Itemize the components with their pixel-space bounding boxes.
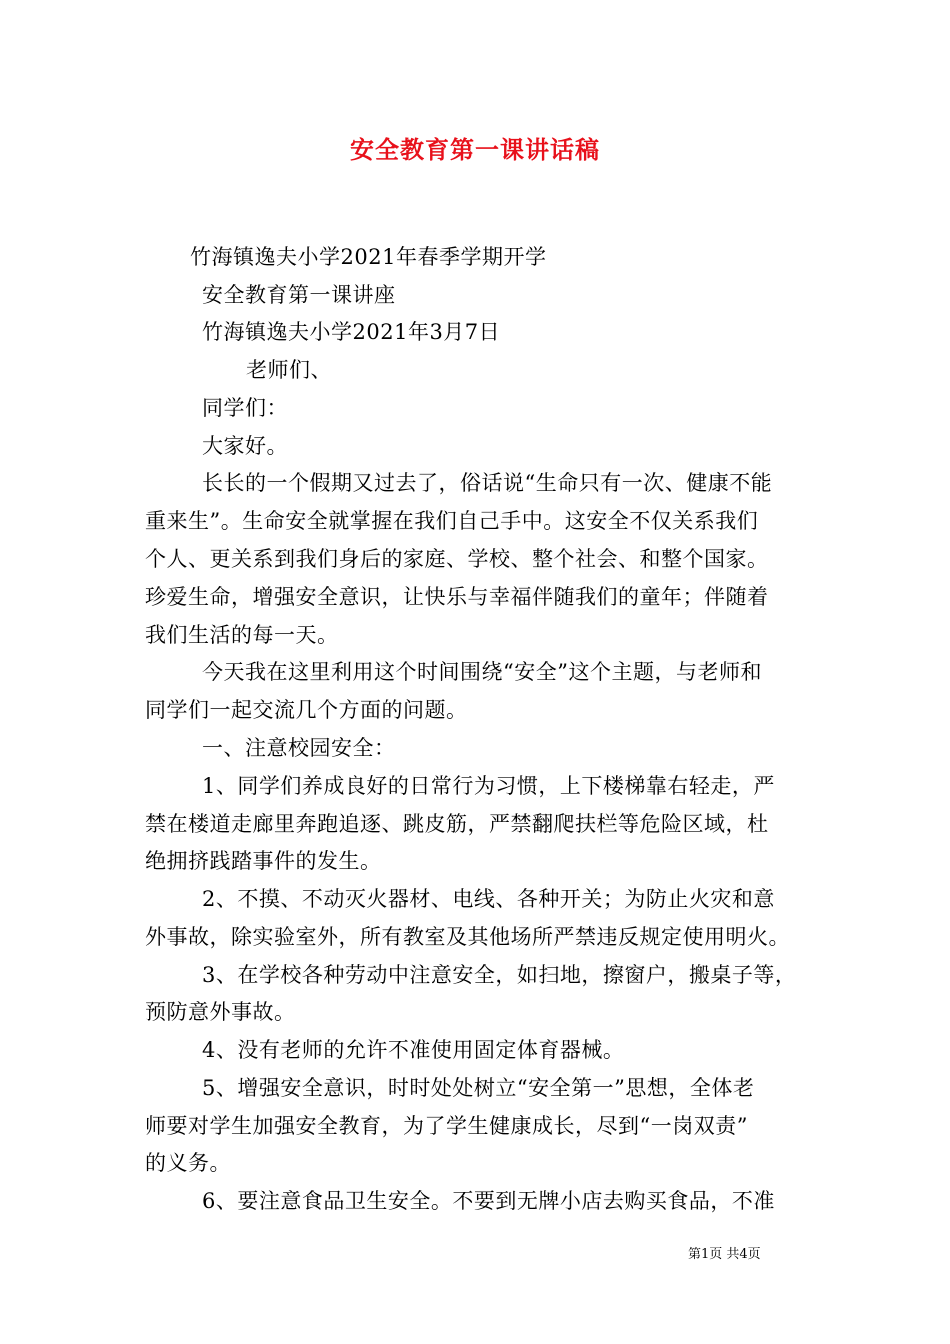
greeting-students: 同学们： (202, 396, 288, 420)
paragraph-line: 同学们一起交流几个方面的问题。 (145, 698, 468, 722)
item-line: 师要对学生加强安全教育，为了学生健康成长，尽到“一岗双责” (145, 1114, 748, 1138)
page-number: 第1页 共4页 (688, 1247, 761, 1262)
item-line: 6、要注意食品卫生安全。不要到无牌小店去购买食品，不准 (202, 1189, 775, 1213)
paragraph-line: 个人、更关系到我们身后的家庭、学校、整个社会、和整个国家。 (145, 547, 769, 571)
item-line: 绝拥挤践踏事件的发生。 (145, 849, 382, 873)
item-line: 5、增强安全意识，时时处处树立“安全第一”思想，全体老 (202, 1076, 755, 1100)
paragraph-line: 长长的一个假期又过去了，俗话说“生命只有一次、健康不能 (202, 471, 773, 495)
paragraph-line: 重来生”。生命安全就掌握在我们自己手中。这安全不仅关系我们 (145, 509, 759, 533)
item-line: 预防意外事故。 (145, 1000, 296, 1024)
greeting-hello: 大家好。 (202, 434, 288, 458)
header-line-date: 竹海镇逸夫小学2021年3月7日 (202, 320, 501, 344)
item-line: 外事故，除实验室外，所有教室及其他场所严禁违反规定使用明火。 (145, 925, 790, 949)
paragraph-line: 今天我在这里利用这个时间围绕“安全”这个主题，与老师和 (202, 660, 762, 684)
item-line: 3、在学校各种劳动中注意安全，如扫地，擦窗户，搬桌子等， (202, 963, 797, 987)
header-line-lecture-name: 安全教育第一课讲座 (202, 283, 396, 307)
greeting-teachers: 老师们、 (246, 358, 332, 382)
item-line: 4、没有老师的允许不准使用固定体育器械。 (202, 1038, 625, 1062)
paragraph-line: 珍爱生命，增强安全意识，让快乐与幸福伴随我们的童年；伴随着 (145, 585, 769, 609)
item-line: 的义务。 (145, 1151, 231, 1175)
item-line: 1、同学们养成良好的日常行为习惯，上下楼梯靠右轻走，严 (202, 774, 775, 798)
item-line: 禁在楼道走廊里奔跑追逐、跳皮筋，严禁翻爬扶栏等危险区域，杜 (145, 812, 769, 836)
section-heading: 一、注意校园安全： (202, 736, 396, 760)
document-title: 安全教育第一课讲话稿 (350, 136, 600, 164)
paragraph-line: 我们生活的每一天。 (145, 623, 339, 647)
header-line-school-term: 竹海镇逸夫小学2021年春季学期开学 (190, 245, 547, 269)
item-line: 2、不摸、不动灭火器材、电线、各种开关；为防止火灾和意 (202, 887, 775, 911)
